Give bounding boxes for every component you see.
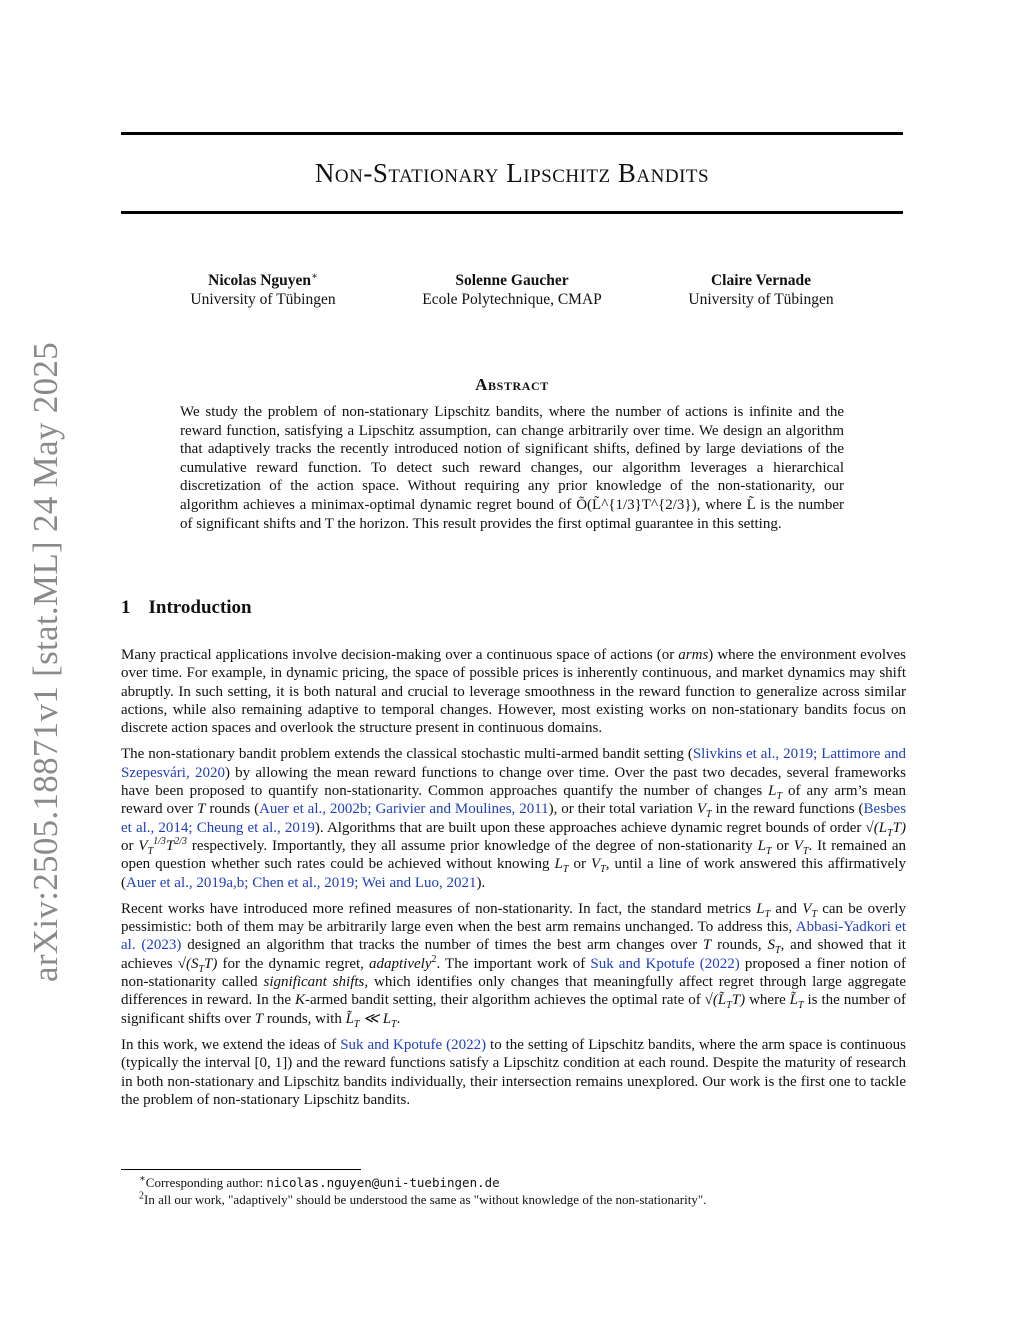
- author-email[interactable]: nicolas.nguyen@uni-tuebingen.de: [266, 1175, 500, 1190]
- abstract-heading: Abstract: [475, 375, 549, 394]
- footnote-rule: [121, 1169, 361, 1170]
- author-name: Solenne Gaucher: [455, 272, 569, 289]
- paragraph: The non-stationary bandit problem extends the classical stochastic multi-armed bandit setting (Slivkins et al., 2019; Lattimore and Szepesvári, 2020) by allowing the mean reward functions to change over time. Over the past two decades, several frameworks have been proposed to quantify non-stationarity. Common approaches quantify the number of changes $L_T$ of any arm’s mean reward over T rounds (Auer et al., 2002b; Garivier and Moulines, 2011), or their total variation $V_T$ in the reward functions (Besbes et al., 2014; Cheung et al., 2019). Algorithms that are built upon these approaches achieve dynamic regret bounds of order $√(L_TT)$ or $V_T^{1/3}T^{2/3}$ respectively. Importantly, they all assume prior knowledge of the degree of non-stationarity $L_T$ or $V_T$. It remained an open question whether such rates could be achieved without knowing $L_T$ or $V_T$, until a line of work answered this affirmatively (Auer et al., 2019a,b; Chen et al., 2019; Wei and Luo, 2021).: [121, 746, 907, 891]
- arxiv-side-stamp: [18, 342, 74, 982]
- author-affiliation: University of Tübingen: [190, 291, 336, 308]
- author-name: Nicolas Nguyen: [208, 272, 312, 289]
- footnote-label: Corresponding author:: [145, 1175, 267, 1190]
- citation-link[interactable]: Auer et al., 2002b; Garivier and Moulines, 2011: [259, 801, 549, 818]
- citation-link[interactable]: Suk and Kpotufe (2022): [340, 1036, 487, 1053]
- footnote-mark: 2: [139, 1190, 144, 1202]
- citation-link[interactable]: Abbasi-Yadkori et al. (2023): [121, 919, 906, 954]
- paragraph: Many practical applications involve decision-making over a continuous space of actions (or arms) where the environment evolves over time. For example, in dynamic pricing, the space of possible prices is inherently continuous, and market dynamics may shift abruptly. In such setting, it is both natural and crucial to leverage smoothness in the reward function to generalize across similar actions, while also remaining adaptive to temporal changes. However, most existing works on non-stationary bandits focus on discrete action spaces and overlook the structure present in continuous domains.: [121, 647, 906, 737]
- section-heading: [121, 597, 252, 619]
- author-block: [121, 271, 903, 315]
- author-affiliation: Ecole Polytechnique, CMAP: [422, 291, 602, 308]
- author-1: [143, 271, 383, 309]
- citation-link[interactable]: Suk and Kpotufe (2022): [590, 955, 740, 972]
- footnote-text: In all our work, "adaptively" should be understood the same as "without knowledge of the non-stationarity".: [144, 1192, 707, 1207]
- author-2: [392, 271, 632, 309]
- section-number: 1: [121, 597, 131, 618]
- citation-link[interactable]: Besbes et al., 2014; Cheung et al., 2019: [121, 801, 907, 836]
- author-affiliation: University of Tübingen: [688, 291, 834, 308]
- citation-link[interactable]: Slivkins et al., 2019; Lattimore and Szepesvári, 2020: [121, 746, 906, 781]
- title-rule-bottom: [121, 211, 903, 214]
- author-name: Claire Vernade: [710, 272, 812, 289]
- paragraph: Recent works have introduced more refined measures of non-stationarity. In fact, the standard metrics $L_T$ and $V_T$ can be overly pessimistic: both of them may be arbitrarily large even when the best arm remains unchanged. To address this, Abbasi-Yadkori et al. (2023) designed an algorithm that tracks the number of times the best arm changes over T rounds, $S_T$, and showed that it achieves $√(S_TT)$ for the dynamic regret, adaptively$^2$. The important work of Suk and Kpotufe (2022) proposed a finer notion of non-stationarity called significant shifts, which identifies only changes that meaningfully affect regret through large aggregate differences in reward. In the K-armed bandit setting, their algorithm achieves the optimal rate of $√(L̃_TT)$ where $L̃_T$ is the number of significant shifts over T rounds, with $L̃_T$ ≪ $L_T$.: [121, 900, 906, 1030]
- footnote-1: ∗Corresponding author: nicolas.nguyen@uni-tuebingen.de: [139, 1173, 500, 1190]
- footnotes: [139, 1174, 899, 1208]
- author-footnote-mark: ∗: [311, 270, 318, 282]
- citation-link[interactable]: Auer et al., 2019a,b; Chen et al., 2019; Wei and Luo, 2021: [126, 874, 477, 891]
- paper-title: Non-Stationary Lipschitz Bandits: [314, 158, 710, 188]
- paragraph: In this work, we extend the ideas of Suk and Kpotufe (2022) to the setting of Lipschitz bandits, where the arm space is continuous (typically the interval [0, 1]) and the reward functions satisfy a Lipschitz condition at each round. Despite the maturity of research in both non-stationary and Lipschitz bandits individually, their intersection remains unexplored. Our work is the first one to tackle the problem of non-stationary Lipschitz bandits.: [121, 1036, 906, 1108]
- title-rule-top: [121, 132, 903, 135]
- footnote-2: [139, 1191, 899, 1208]
- arxiv-identifier: arXiv:2505.18871v1 [stat.ML] 24 May 2025: [26, 342, 66, 982]
- author-3: [641, 271, 881, 309]
- section-title: Introduction: [148, 597, 252, 618]
- introduction-body: [121, 646, 906, 1117]
- abstract-text: We study the problem of non-stationary Lipschitz bandits, where the number of actions is infinite and the reward function, satisfying a Lipschitz assumption, can change arbitrarily over time. We design an algorithm that adaptively tracks the recently introduced notion of significant shifts, defined by large deviations of the cumulative reward function. To detect such reward changes, our algorithm leverages a hierarchical discretization of the action space. Without requiring any prior knowledge of the non-stationarity, our algorithm achieves a minimax-optimal dynamic regret bound of Õ(L̃^{1/3}T^{2/3}), where L̃ is the number of significant shifts and T the horizon. This result provides the first optimal guarantee in this setting.: [180, 404, 844, 532]
